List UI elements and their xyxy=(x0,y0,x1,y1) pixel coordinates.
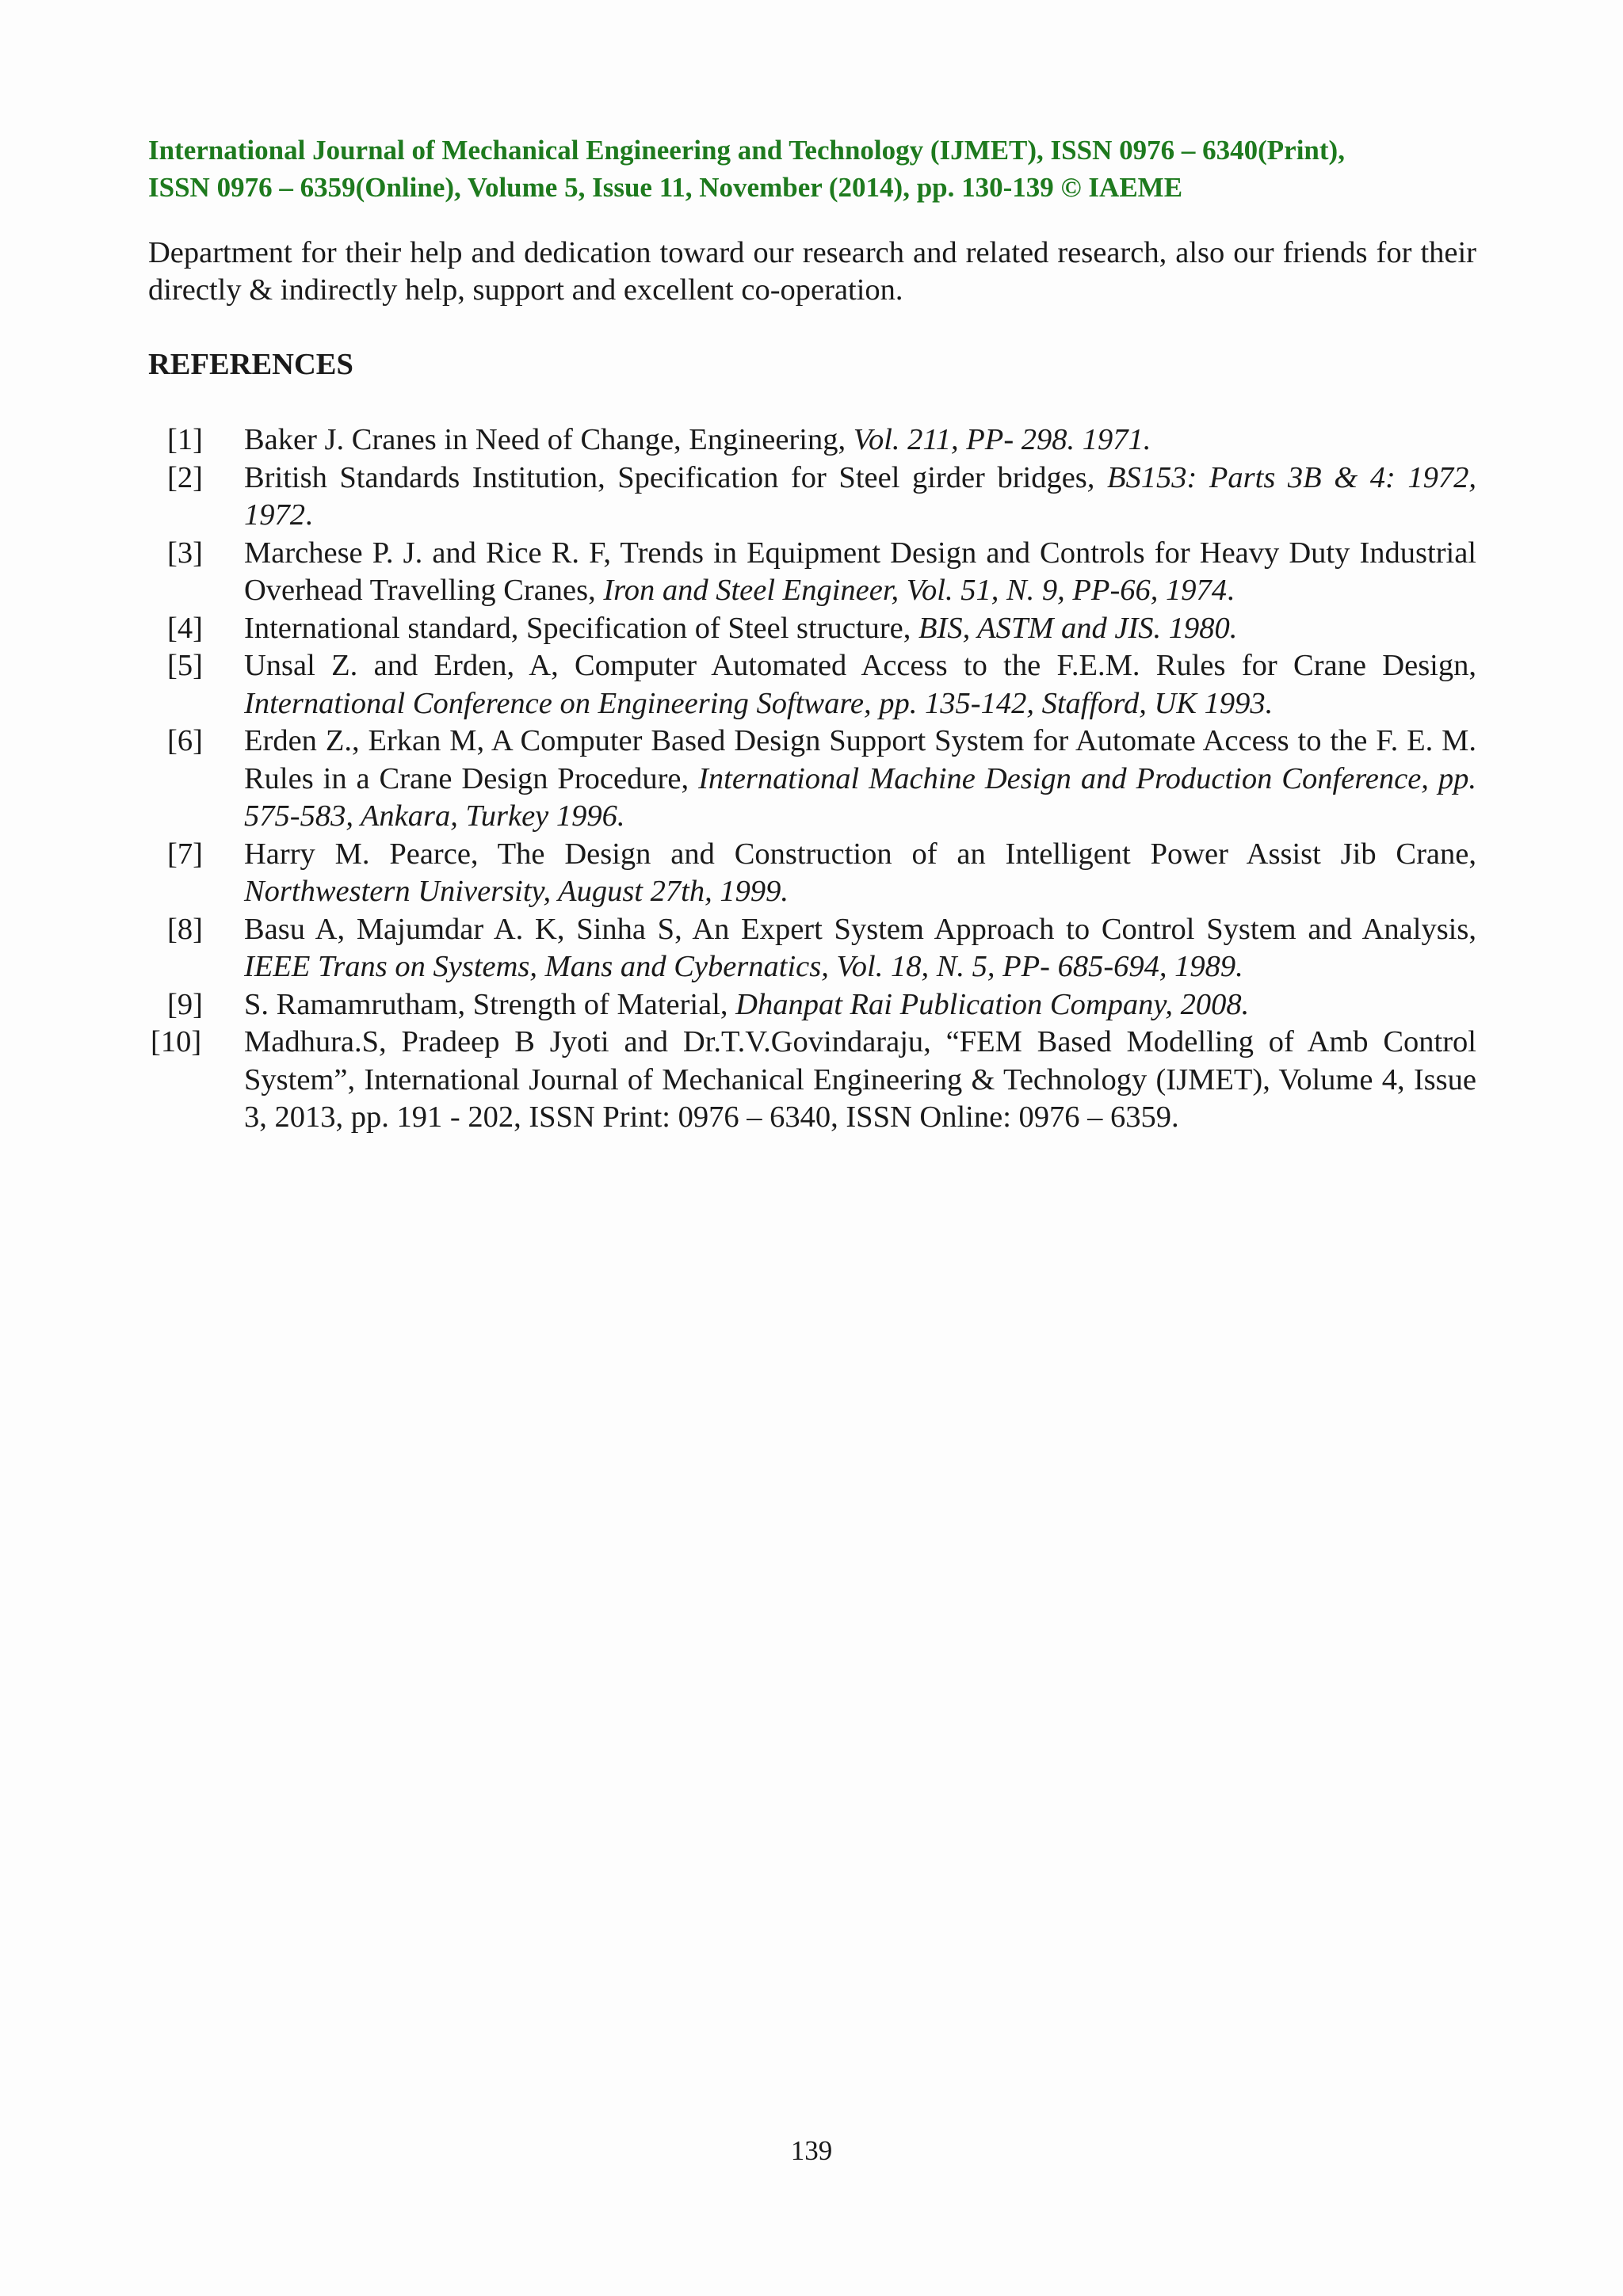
reference-item xyxy=(148,460,1476,535)
reference-item xyxy=(148,911,1476,986)
reference-source: International Conference on Engineering Software, pp. 135-142, Stafford, UK 1993. xyxy=(244,686,1274,720)
reference-source: Dhanpat Rai Publication Company, 2008. xyxy=(735,987,1250,1021)
reference-item xyxy=(148,836,1476,911)
reference-source: International Machine Design and Production Conference, pp. 575-583, Ankara, Turkey 1996. xyxy=(244,761,1477,833)
reference-number: [8] xyxy=(167,912,203,946)
reference-source: BIS, ASTM and JIS. 1980. xyxy=(918,611,1238,645)
reference-number: [7] xyxy=(167,837,203,871)
reference-tail: . xyxy=(1227,574,1235,607)
reference-item xyxy=(148,647,1476,723)
reference-source: Northwestern University, August 27th, 1999. xyxy=(244,875,789,908)
reference-number: [9] xyxy=(167,987,203,1021)
header-line-1: International Journal of Mechanical Engineering and Technology (IJMET), ISSN 0976 – 6340(Print), xyxy=(148,135,1345,166)
reference-text: S. Ramamrutham, Strength of Material, xyxy=(244,987,736,1021)
reference-number: [3] xyxy=(167,536,203,570)
reference-text: Harry M. Pearce, The Design and Construction of an Intelligent Power Assist Jib Crane, xyxy=(244,837,1476,871)
header-line-2: ISSN 0976 – 6359(Online), Volume 5, Issue 11, November (2014), pp. 130-139 © IAEME xyxy=(148,172,1183,203)
reference-text: Madhura.S, Pradeep B Jyoti and Dr.T.V.Govindaraju, “FEM Based Modelling of Amb Control System”, International Journal of Mechanical Engineering & Technology (IJMET), Volume 4, Issue 3, 2013, pp. 191 - 202, ISSN Print: 0976 – 6340, ISSN Online: 0976 – 6359. xyxy=(244,1025,1476,1134)
reference-text: British Standards Institution, Specification for Steel girder bridges xyxy=(244,460,1087,494)
reference-source: , BS153: Parts 3B & 4: 1972, 1972 xyxy=(244,460,1476,532)
reference-source: IEEE Trans on Systems, Mans and Cybernatics, Vol. 18, N. 5, PP- 685-694, 1989. xyxy=(244,950,1243,983)
reference-text: Baker J. Cranes in Need of Change, Engineering, xyxy=(244,423,854,456)
reference-item xyxy=(148,535,1476,610)
page-number: 139 xyxy=(790,2135,833,2166)
reference-source: Iron and Steel Engineer, Vol. 51, N. 9, PP-66, 1974 xyxy=(603,574,1228,607)
reference-number: [5] xyxy=(167,649,203,682)
reference-text: International standard, Specification of Steel structure, xyxy=(244,611,918,645)
reference-number: [1] xyxy=(167,423,203,456)
reference-text: Marchese P. J. and Rice R. F, Trends in Equipment Design and Controls for Heavy Duty Industrial Overhead Travelling Cranes, xyxy=(244,536,1476,607)
reference-text: Erden Z., Erkan M, A Computer Based Design Support System for Automate Access to the F. E. M. Rules in a Crane Design Procedure, xyxy=(244,724,1476,795)
reference-item xyxy=(148,610,1476,648)
reference-list xyxy=(148,421,1476,1137)
references-heading: REFERENCES xyxy=(148,348,353,381)
reference-item xyxy=(148,421,1476,460)
reference-tail: . xyxy=(305,498,313,532)
reference-item xyxy=(148,723,1476,836)
journal-running-header xyxy=(148,132,1476,206)
reference-text: Unsal Z. and Erden, A, Computer Automated Access to the F.E.M. Rules for Crane Design, xyxy=(244,649,1476,682)
reference-number: [6] xyxy=(167,724,203,757)
reference-text: Basu A, Majumdar A. K, Sinha S, An Expert System Approach to Control System and Analysis, xyxy=(244,912,1476,946)
reference-item xyxy=(148,986,1476,1024)
reference-number: [4] xyxy=(167,611,203,645)
reference-number: [10] xyxy=(151,1025,202,1058)
reference-item xyxy=(148,1024,1476,1137)
reference-source: Vol. 211, PP- 298. 1971. xyxy=(853,423,1151,456)
acknowledgement-paragraph: Department for their help and dedication toward our research and related research, also our friends for their directly & indirectly help, support and excellent co-operation. xyxy=(148,236,1476,307)
reference-number: [2] xyxy=(167,460,203,494)
